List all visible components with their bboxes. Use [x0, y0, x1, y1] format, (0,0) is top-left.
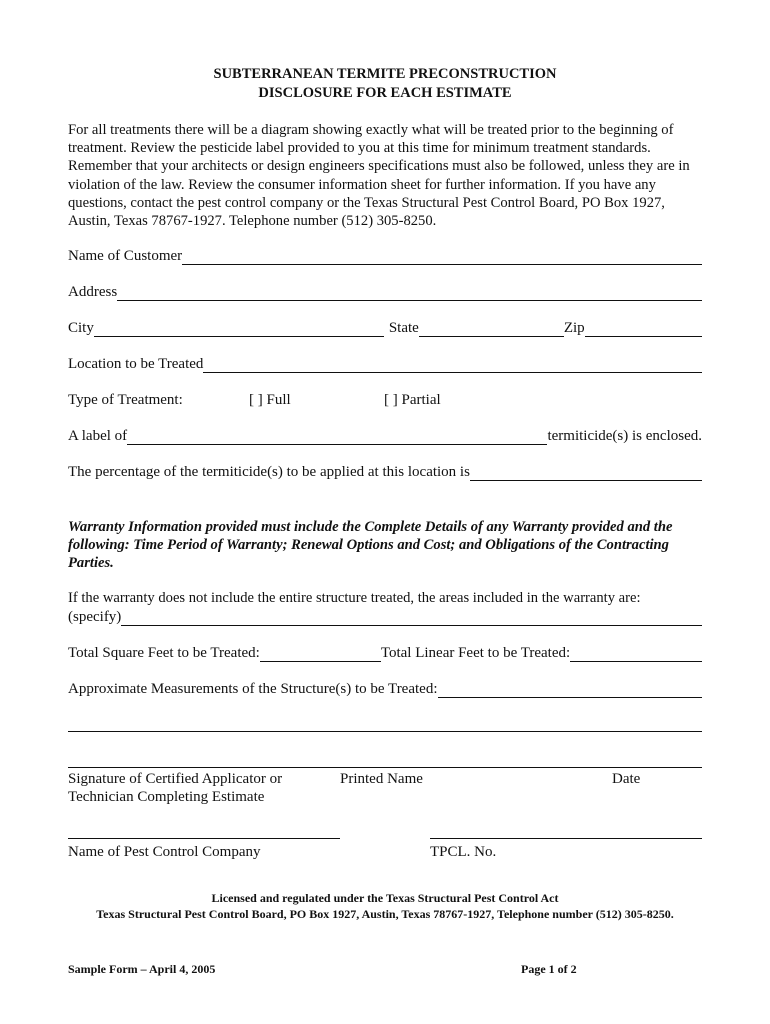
date-label: Date	[612, 771, 641, 787]
measurements-label: Approximate Measurements of the Structure(s) to be Treated:	[68, 681, 438, 697]
applicator-label-line1: Signature of Certified Applicator or	[68, 771, 283, 787]
specify-row	[68, 606, 702, 626]
state-field[interactable]	[419, 322, 564, 337]
linear-label: Total Linear Feet to be Treated:	[380, 645, 571, 661]
page-number: Page 1 of 2	[521, 962, 577, 976]
address-field[interactable]	[117, 286, 702, 301]
location-field[interactable]	[203, 358, 702, 373]
label-enclosed-text: termiticide(s) is enclosed.	[547, 428, 702, 444]
zip-field[interactable]	[585, 322, 702, 337]
company-name-label: Name of Pest Control Company	[68, 844, 261, 860]
feet-row	[68, 642, 702, 662]
sqft-label: Total Square Feet to be Treated:	[68, 645, 260, 661]
measurements-row	[68, 678, 702, 698]
treatment-type-label: Type of Treatment:	[68, 392, 183, 408]
percentage-row	[68, 461, 702, 481]
footer-line2: Texas Structural Pest Control Board, PO Box 1927, Austin, Texas 78767-1927, Telephone number (512) 305-8250.	[96, 907, 674, 921]
city-field[interactable]	[94, 322, 384, 337]
city-label: City	[68, 320, 94, 336]
specify-label: (specify)	[68, 609, 122, 625]
label-of-row	[68, 425, 702, 445]
intro-paragraph: For all treatments there will be a diagram showing exactly what will be treated prior to the beginning of treatment. Review the pesticide label provided to you at this time for minimum treatment standards. Remember that your architects or design engineers specifications must also be followed, unless they are in violation of the law. Review the consumer information sheet for further information. If you have any questions, contact the pest control company or the Texas Structural Pest Control Board, PO Box 1927, Austin, Texas 78767-1927. Telephone number (512) 305-8250.	[68, 122, 690, 230]
location-label: Location to be Treated	[68, 356, 204, 372]
customer-name-label: Name of Customer	[68, 248, 183, 264]
applicator-label-line2: Technician Completing Estimate	[68, 789, 265, 805]
termiticide-name-field[interactable]	[127, 430, 547, 445]
footer-line1: Licensed and regulated under the Texas Structural Pest Control Act	[211, 891, 559, 905]
state-label: State	[388, 320, 419, 336]
sqft-field[interactable]	[260, 647, 381, 662]
warranty-notice: Warranty Information provided must include the Complete Details of any Warranty provided and the following: Time Period of Warranty; Renewal Options and Cost; and Obligations of the Contracting Parties.	[68, 519, 673, 572]
label-of-text: A label of	[68, 428, 128, 444]
measurements-extra-line[interactable]	[68, 731, 702, 732]
address-label: Address	[68, 284, 118, 300]
sample-form-label: Sample Form – April 4, 2005	[68, 962, 216, 976]
form-title-line2: DISCLOSURE FOR EACH ESTIMATE	[258, 85, 512, 101]
measurements-field[interactable]	[438, 683, 703, 698]
form-title-line1: SUBTERRANEAN TERMITE PRECONSTRUCTION	[213, 66, 557, 82]
warranty-partial-text: If the warranty does not include the entire structure treated, the areas included in the warranty are:	[68, 590, 641, 606]
linear-field[interactable]	[570, 647, 702, 662]
percentage-field[interactable]	[470, 466, 702, 481]
percentage-label: The percentage of the termiticide(s) to be applied at this location is	[68, 464, 470, 480]
tpcl-label: TPCL. No.	[430, 844, 497, 860]
printed-name-label: Printed Name	[340, 771, 423, 787]
address-row	[68, 281, 702, 301]
customer-name-row	[68, 245, 702, 265]
specify-field[interactable]	[121, 611, 702, 626]
location-row	[68, 353, 702, 373]
city-state-zip-row	[68, 317, 702, 337]
zip-label: Zip	[563, 320, 585, 336]
treatment-partial-checkbox[interactable]: [ ] Partial	[384, 392, 441, 408]
company-name-line[interactable]	[68, 838, 340, 839]
signature-line[interactable]	[68, 767, 702, 768]
treatment-full-checkbox[interactable]: [ ] Full	[249, 392, 291, 408]
tpcl-line[interactable]	[430, 838, 702, 839]
customer-name-field[interactable]	[182, 250, 702, 265]
